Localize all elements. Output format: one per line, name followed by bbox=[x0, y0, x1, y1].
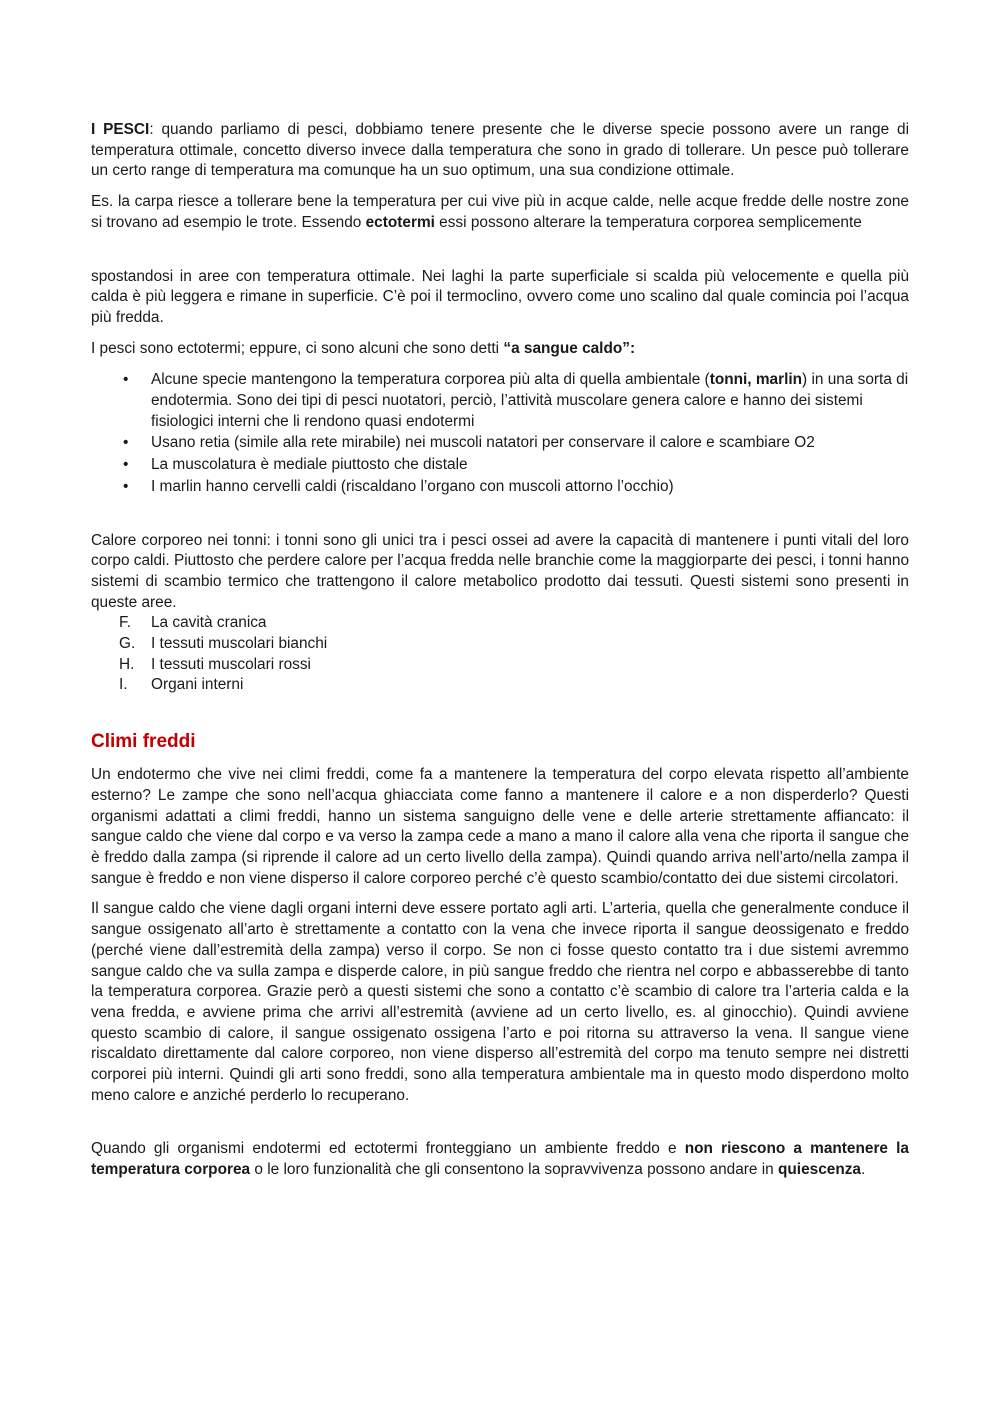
list-item-text: I marlin hanno cervelli caldi (riscaldano l’organo con muscoli attorno l’occhio) bbox=[151, 477, 674, 495]
term-i-pesci: I PESCI bbox=[91, 121, 150, 138]
list-item-text: Alcune specie mantengono la temperatura corporea più alta di quella ambientale ( bbox=[151, 371, 710, 389]
paragraph-calore-tonni: Calore corporeo nei tonni: i tonni sono gli unici tra i pesci ossei ad avere la capacità di mantenere i punti vitali del loro corpo caldi. Piuttosto che perdere calore per l’acqua fredda nelle branchie come la maggiorparte dei pesci, i tonni hanno sistemi di scambio termico che trattengono il calore metabolico prodotto dai tessuti. Questi sistemi sono presenti in queste aree. bbox=[91, 531, 909, 611]
lettered-list-areas bbox=[91, 613, 909, 696]
paragraph-endotermo-climi: Un endotermo che vive nei climi freddi, come fa a mantenere la temperatura del corpo elevata rispetto all’ambiente esterno? Le zampe che sono nell’acqua ghiacciata come fanno a mantenere il calore e a non disperderlo? Questi organismi adattati a climi freddi, hanno un sistema sanguigno delle vene e delle arterie strettamente affiancato: il sangue caldo che viene dal corpo e va verso la zampa cede a mano a mano il calore alla vena che riporta il sangue che è freddo dalla zampa (si riprende il calore ad un certo livello della zampa). Quindi quando arriva nell’arto/nella zampa il sangue è freddo e non viene disperso il calore corporeo perché c’è questo scambio/contatto dei due sistemi circolatori. bbox=[91, 766, 909, 887]
list-item-text: I tessuti muscolari bianchi bbox=[151, 635, 328, 653]
list-item-text: I tessuti muscolari rossi bbox=[151, 655, 311, 673]
list-marker: G. bbox=[119, 635, 136, 653]
list-item bbox=[91, 433, 909, 454]
paragraph-sangue-arti: Il sangue caldo che viene dagli organi interni deve essere portato agli arti. L’arteria, quella che generalmente conduce il sangue ossigenato all’arto è strettamente a contatto con la vena che invece riporta il sangue deossigenato e freddo (perché viene dall’estremità della zampa) verso il corpo. Se non ci fosse questo contatto tra i due sistemi avremmo sangue caldo che va sulla zampa e disperde calore, in più sangue freddo che rientra nel corpo e abbasserebbe di tanto la temperatura corporea. Grazie però a questi sistemi che sono a contatto c’è scambio di calore tra l’arteria calda e la vena fredda, e avviene prima che arrivi all’estremità (avviene ad un certo livello, es. al ginocchio). Quindi avviene questo scambio di calore, il sangue ossigenato ossigena l’arto e poi ritorna su attraverso la vena. Il sangue viene riscaldato direttamente dal calore corporeo, non viene disperso all’estremità del corpo ma tenuto sempre nei distretti corporei più interni. Quindi gli arti sono freddi, sono alla temperatura ambientale ma in questo modo disperdono molto meno calore e anziché perderlo lo recuperano. bbox=[91, 900, 909, 1104]
bullet-icon: • bbox=[123, 434, 129, 452]
paragraph-termoclino: spostandosi in aree con temperatura ottimale. Nei laghi la parte superficiale si scalda più velocemente e quella più calda è più leggera e rimane in superficie. C’è poi il termoclino, ovvero come uno scalino dal quale comincia poi l’acqua più fredda. bbox=[91, 267, 909, 326]
paragraph-text: o le loro funzionalità che gli consentono la sopravvivenza possono andare in bbox=[250, 1161, 778, 1179]
paragraph-carpa-example bbox=[91, 192, 909, 233]
paragraph-pesci-intro bbox=[91, 120, 909, 182]
list-item-text: La muscolatura è mediale piuttosto che distale bbox=[151, 456, 468, 474]
paragraph-text: Es. la carpa riesce a tollerare bene la temperatura per cui vive più in acque calde, nelle acque fredde delle nostre zone si trovano ad esempio le trote. Essendo bbox=[91, 193, 909, 231]
list-item bbox=[91, 455, 909, 476]
list-item-text: Organi interni bbox=[151, 676, 244, 694]
bullet-icon: • bbox=[123, 477, 129, 495]
term-quiescenza: quiescenza bbox=[778, 1161, 861, 1179]
list-marker: I. bbox=[119, 676, 128, 694]
paragraph-text: : quando parliamo di pesci, dobbiamo tenere presente che le diverse specie possono avere un range di temperatura ottimale, concetto diverso invece dalla temperatura che sono in grado di tollerare. Un pesce può tollerare un certo range di temperatura ma comunque ha un suo optimum, una sua condizione ottimale. bbox=[91, 121, 909, 180]
paragraph-text: Quando gli organismi endotermi ed ectotermi fronteggiano un ambiente freddo e bbox=[91, 1140, 685, 1158]
paragraph-text: essi possono alterare la temperatura corporea semplicemente bbox=[434, 213, 862, 231]
bullet-icon: • bbox=[123, 371, 129, 389]
list-item bbox=[91, 675, 909, 696]
list-item-text: ) in una sorta di endotermia. Sono dei tipi di pesci nuotatori, perciò, l’attività muscolare genera calore e hanno dei sistemi fisiologici interni che li rendono quasi endotermi bbox=[151, 371, 909, 430]
term-non-riescono: non riescono a mantenere la temperatura corporea bbox=[91, 1140, 909, 1179]
bullet-icon: • bbox=[123, 456, 129, 474]
list-item bbox=[91, 477, 909, 498]
list-item-text: Usano retia (simile alla rete mirabile) nei muscoli natatori per conservare il calore e scambiare O2 bbox=[151, 434, 815, 452]
paragraph-sangue-caldo-intro bbox=[91, 339, 909, 360]
list-marker: F. bbox=[119, 614, 131, 632]
paragraph-quiescenza bbox=[91, 1139, 909, 1180]
term-ectotermi: ectotermi bbox=[365, 213, 435, 231]
bullet-list-warm-fish bbox=[91, 370, 909, 497]
list-item bbox=[91, 370, 909, 432]
list-item bbox=[91, 634, 909, 655]
list-marker: H. bbox=[119, 655, 135, 673]
term-tonni-marlin: tonni, marlin bbox=[709, 371, 803, 389]
document-page bbox=[91, 120, 909, 1181]
term-a-sangue-caldo: “a sangue caldo”: bbox=[503, 339, 636, 357]
list-item bbox=[91, 655, 909, 676]
paragraph-text: I pesci sono ectotermi; eppure, ci sono alcuni che sono detti bbox=[91, 339, 504, 357]
list-item-text: La cavità cranica bbox=[151, 614, 267, 632]
section-heading-climi-freddi: Climi freddi bbox=[91, 731, 196, 753]
paragraph-text: . bbox=[860, 1161, 866, 1179]
list-item bbox=[91, 613, 909, 634]
